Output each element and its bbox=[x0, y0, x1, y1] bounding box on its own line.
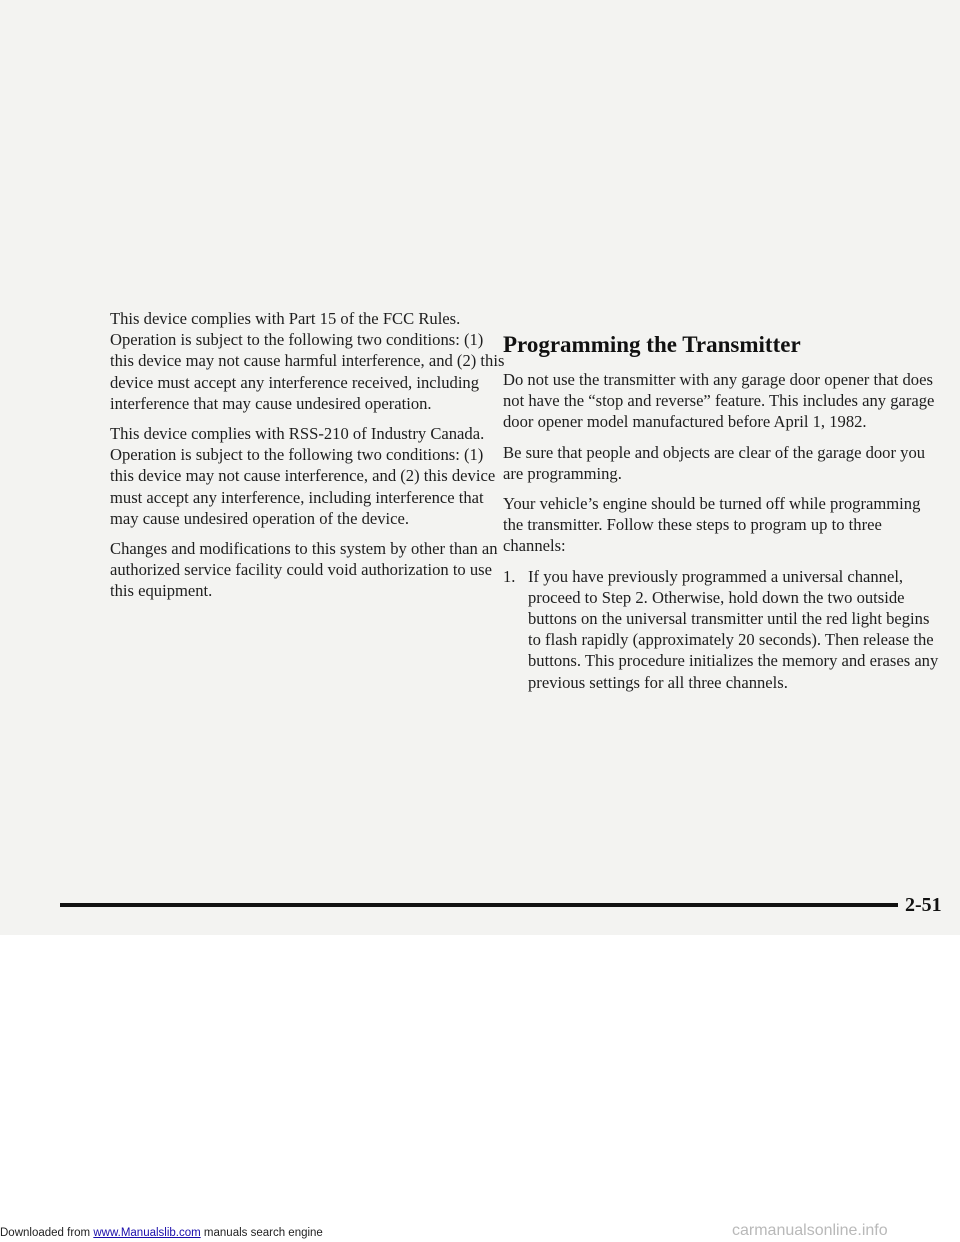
right-column bbox=[503, 330, 943, 693]
fcc-compliance-paragraph: This device complies with Part 15 of the FCC Rules. Operation is subject to the following two conditions: (1) this device may not cause harmful interference, and (2) this device must accept any interference received, including interference that may cause undesired operation. bbox=[110, 309, 505, 413]
footer-suffix: manuals search engine bbox=[203, 1227, 323, 1239]
watermark: carmanualsonline.info bbox=[732, 1222, 888, 1239]
industry-canada-paragraph: This device complies with RSS-210 of Industry Canada. Operation is subject to the following two conditions: (1) this device may not cause interference, and (2) this device must accept any interference, including interference that may cause undesired operation of the device. bbox=[110, 424, 496, 528]
manualslib-link[interactable]: www.Manualslib.com bbox=[93, 1227, 201, 1239]
step-item bbox=[503, 566, 943, 693]
page-number: 2-51 bbox=[905, 894, 942, 916]
clear-garage-paragraph: Be sure that people and objects are clear of the garage door you are programming. bbox=[503, 442, 926, 483]
stop-reverse-paragraph: Do not use the transmitter with any garage door opener that does not have the “stop and reverse” feature. This includes any garage door opener model manufactured before April 1, 1982. bbox=[503, 370, 935, 432]
left-column bbox=[110, 308, 510, 611]
section-heading: Programming the Transmitter bbox=[503, 332, 801, 357]
step-number: 1. bbox=[503, 566, 516, 586]
footer-rule bbox=[60, 903, 898, 907]
footer-prefix: Downloaded from bbox=[0, 1227, 91, 1239]
modifications-warning-paragraph: Changes and modifications to this system by other than an authorized service facility could void authorization to use this equipment. bbox=[110, 539, 498, 601]
step-text: If you have previously programmed a universal channel, proceed to Step 2. Otherwise, hold down the two outside buttons on the universal transmitter until the red light begins to flash rapidly (approximately 20 seconds). Then release the buttons. This procedure initializes the memory and erases any previous settings for all three channels. bbox=[528, 566, 939, 692]
download-footer bbox=[0, 1226, 323, 1240]
engine-off-paragraph: Your vehicle’s engine should be turned off while programming the transmitter. Follow these steps to program up to three channels: bbox=[503, 494, 921, 556]
